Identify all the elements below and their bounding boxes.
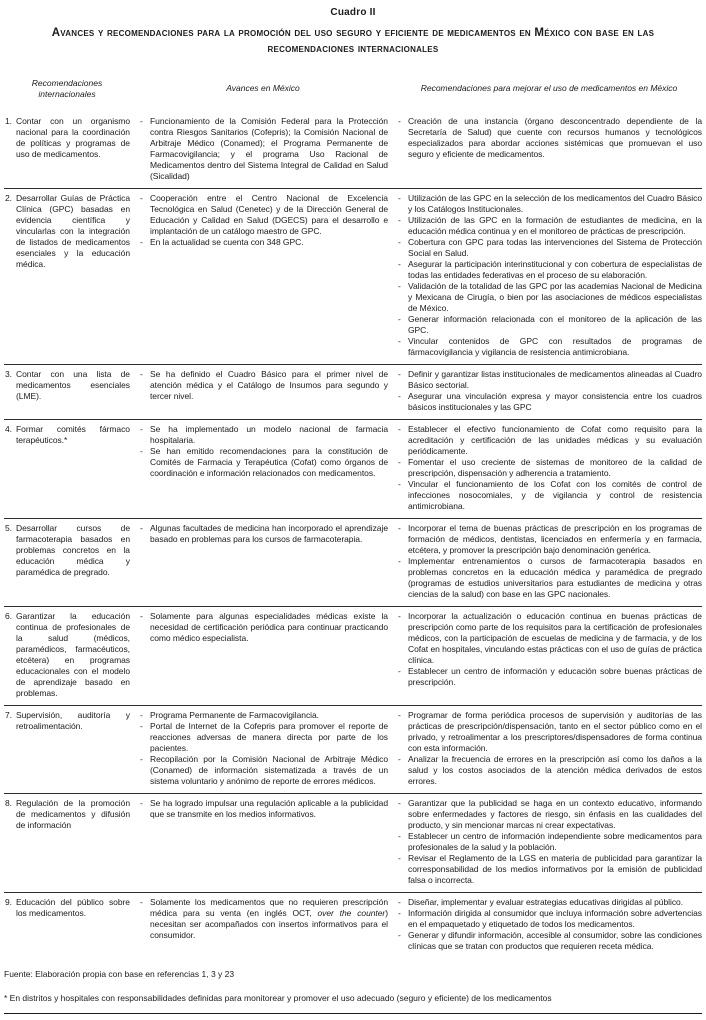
bullet-dash: -	[398, 369, 401, 379]
bullet-item	[396, 853, 702, 886]
bullet-item	[138, 611, 388, 644]
bullet-item	[138, 116, 388, 182]
bullet-item	[396, 314, 702, 336]
row-number: 8.	[5, 798, 12, 808]
bullet-item	[138, 523, 388, 545]
bullet-dash: -	[140, 523, 143, 533]
bullet-text: Creación de una instancia (órgano desconcentrado dependiente de la Secretaría de Salud) que cuente con recursos humanos y tecnológicos especializados para abordar acciones sistémicas que promuevan el uso seguro y eficiente de medicamentos.	[408, 116, 702, 159]
bullet-item	[138, 424, 388, 446]
improvements-cell	[396, 424, 702, 512]
source-note: Fuente: Elaboración propia con base en referencias 1, 3 y 23	[4, 969, 235, 979]
table-row	[4, 518, 702, 606]
bullet-text: Solamente para algunas especialidades médicas existe la necesidad de certificación periódica para continuar practicando como médico especialista.	[150, 611, 388, 643]
bullet-item	[396, 556, 702, 600]
improvements-cell	[396, 611, 702, 699]
international-recommendation-text: Contar con una lista de medicamentos esenciales (LME).	[16, 369, 130, 401]
bullet-item	[396, 754, 702, 787]
table-row	[4, 705, 702, 793]
bullet-text: Cobertura con GPC para todas las intervenciones del Sistema de Protección Social en Salud.	[408, 237, 702, 258]
bullet-dash: -	[398, 281, 401, 291]
international-recommendation-cell	[4, 897, 130, 952]
bullet-text: Asegurar la participación interinstitucional y con cobertura de especialistas de todas las entidades federativas en el proceso de su elaboración.	[408, 259, 702, 280]
bullet-dash: -	[398, 930, 401, 940]
row-number: 3.	[5, 369, 12, 379]
bottom-rule	[4, 1013, 702, 1014]
bullet-dash: -	[140, 237, 143, 247]
bullet-dash: -	[398, 193, 401, 203]
bullet-text: Incorporar el tema de buenas prácticas de prescripción en los programas de formación de médicos, dentistas, licenciados en enfermería y en farmacia, etcétera, y promover la prescripción bajo denominación genérica.	[408, 523, 702, 555]
bullet-text: Vincular contenidos de GPC con resultados de programas de fármacovigilancia y vigilancia de resistencia antimicrobiana.	[408, 336, 702, 357]
bullet-text: Generar y difundir información, accesible al consumidor, sobre las condiciones clínicas que se tratan con productos que requieren receta médica.	[408, 930, 702, 951]
improvements-cell	[396, 369, 702, 413]
bullet-dash: -	[398, 710, 401, 720]
table-row	[4, 892, 702, 958]
bullet-item	[396, 666, 702, 688]
row-number: 9.	[5, 897, 12, 907]
table-number: Cuadro II	[330, 7, 376, 18]
improvements-cell	[396, 798, 702, 886]
bullet-dash: -	[398, 479, 401, 489]
bullet-item	[396, 237, 702, 259]
bullet-dash: -	[140, 193, 143, 203]
table-row	[4, 112, 702, 188]
row-number: 6.	[5, 611, 12, 621]
advances-cell	[138, 611, 388, 699]
bullet-text: Programar de forma periódica procesos de supervisión y auditorías de las prácticas de prescripción/dispensación, tanto en el sector público como en el privado, y retroalimentar a los prescriptores/dispensadores de forma continua con esta información.	[408, 710, 702, 753]
advances-cell	[138, 523, 388, 600]
bullet-item	[138, 446, 388, 479]
row-number: 7.	[5, 710, 12, 720]
bullet-item	[138, 193, 388, 237]
bullet-dash: -	[140, 611, 143, 621]
bullet-item	[138, 237, 388, 248]
bullet-item	[396, 479, 702, 512]
bullet-dash: -	[398, 798, 401, 808]
bullet-item	[396, 897, 702, 908]
advances-cell	[138, 710, 388, 787]
bullet-dash: -	[398, 754, 401, 764]
bullet-text: Revisar el Reglamento de la LGS en materia de publicidad para garantizar la corresponsabilidad de los medios informativos por la emisión de publicidad falsa o incorrecta.	[408, 853, 702, 885]
bullet-dash: -	[398, 336, 401, 346]
bullet-text: Se ha definido el Cuadro Básico para el primer nivel de atención médica y el Catálogo de Insumos para segundo y tercer nivel.	[150, 369, 388, 401]
bullet-dash: -	[140, 754, 143, 764]
table-title: Avances y recomendaciones para la promoción del uso seguro y eficiente de medicamentos en México con base en las recomendaciones internacionales	[51, 27, 655, 55]
bullet-item	[396, 523, 702, 556]
bullet-text: Establecer un centro de información independiente sobre medicamentos para profesionales de la salud y la población.	[408, 831, 702, 852]
bullet-dash: -	[398, 831, 401, 841]
table-row	[4, 419, 702, 518]
bullet-dash: -	[398, 314, 401, 324]
bullet-dash: -	[398, 237, 401, 247]
bullet-text: Utilización de las GPC en la selección de los medicamentos del Cuadro Básico y los Catálogos Institucionales.	[408, 193, 702, 214]
column-header-recomendaciones-internacionales: Recomendaciones internacionales	[31, 78, 103, 99]
international-recommendation-cell	[4, 424, 130, 512]
bullet-item	[138, 721, 388, 754]
bullet-text: Definir y garantizar listas institucionales de medicamentos alineadas al Cuadro Básico sectorial.	[408, 369, 702, 390]
bullet-dash: -	[398, 666, 401, 676]
bullet-dash: -	[398, 897, 401, 907]
footnote: * En distritos y hospitales con responsabilidades definidas para monitorear y promover el uso adecuado (seguro y eficiente) de los medicamentos	[4, 993, 552, 1003]
bullet-text: Algunas facultades de medicina han incorporado el aprendizaje basado en problemas para los cursos de farmacoterapia.	[150, 523, 388, 544]
bullet-item	[396, 116, 702, 160]
international-recommendation-text: Garantizar la educación continua de profesionales de la salud (médicos, paramédicos, farmacéuticos, etcétera) en programas educacionales con el modelo de aprendizaje basado en problemas.	[16, 611, 130, 698]
bullet-dash: -	[398, 908, 401, 918]
bullet-dash: -	[398, 391, 401, 401]
advances-cell	[138, 798, 388, 886]
bullet-item	[396, 798, 702, 831]
improvements-cell	[396, 116, 702, 182]
international-recommendation-text: Supervisión, auditoría y retroalimentación.	[16, 710, 130, 731]
bullet-dash: -	[140, 116, 143, 126]
bullet-item	[396, 215, 702, 237]
bullet-text: Se ha implementado un modelo nacional de farmacia hospitalaria.	[150, 424, 388, 445]
international-recommendation-text: Regulación de la promoción de medicamentos y difusión de información	[16, 798, 130, 830]
bullet-dash: -	[398, 457, 401, 467]
bullet-item	[138, 754, 388, 787]
bullet-dash: -	[140, 710, 143, 720]
bullet-item	[396, 908, 702, 930]
bullet-dash: -	[398, 556, 401, 566]
bullet-text: Analizar la frecuencia de errores en la prescripción así como los daños a la salud y los costos asociados de la atención médica derivados de estos errores.	[408, 754, 702, 786]
bullet-text: En la actualidad se cuenta con 348 GPC.	[150, 237, 304, 247]
bullet-dash: -	[398, 116, 401, 126]
bullet-text: Funcionamiento de la Comisión Federal para la Protección contra Riesgos Sanitarios (Cofepris); la Comisión Nacional de Arbitraje Médico (Conamed); el Programa Permanente de Farmacovigilancia; y el programa Uso Racional de Medicamentos dentro del Sistema Integral de Calidad en Salud (Sicalidad)	[150, 116, 388, 181]
bullet-item	[396, 336, 702, 358]
bullet-text: Establecer un centro de información y educación sobre buenas prácticas de prescripción.	[408, 666, 702, 687]
bullet-text: Utilización de las GPC en la formación de estudiantes de medicina, en la educación médica continua y en el monitoreo de prácticas de prescripción.	[408, 215, 702, 236]
international-recommendation-cell	[4, 798, 130, 886]
bullet-dash: -	[398, 424, 401, 434]
bullet-item	[396, 259, 702, 281]
bullet-item	[138, 897, 388, 941]
table-row	[4, 606, 702, 705]
table-row	[4, 364, 702, 419]
bullet-item	[396, 930, 702, 952]
column-headers	[4, 78, 702, 99]
bullet-item	[396, 710, 702, 754]
international-recommendation-text: Desarrollar Guías de Práctica Clínica (GPC) basadas en evidencia científica y vincularlas con la integración de listados de medicamentos esenciales y la educación médica.	[16, 193, 130, 269]
bullet-dash: -	[398, 853, 401, 863]
bullet-text: Generar información relacionada con el monitoreo de la aplicación de las GPC.	[408, 314, 702, 335]
international-recommendation-cell	[4, 369, 130, 413]
row-number: 5.	[5, 523, 12, 533]
bullet-dash: -	[398, 259, 401, 269]
bullet-item	[396, 831, 702, 853]
bullet-text: Fomentar el uso creciente de sistemas de monitoreo de la calidad de prescripción, dispensación y adherencia a tratamiento.	[408, 457, 702, 478]
bullet-text: Información dirigida al consumidor que incluya información sobre advertencias en el empaquetado y etiquetado de todos los medicamentos.	[408, 908, 702, 929]
row-number: 1.	[5, 116, 12, 126]
bullet-dash: -	[398, 611, 401, 621]
bullet-dash: -	[398, 523, 401, 533]
bullet-dash: -	[140, 721, 143, 731]
bullet-text: Cooperación entre el Centro Nacional de Excelencia Tecnológica en Salud (Cenetec) y de la Dirección General de Educación y Calidad en Salud (DGECS) para el desarrollo e implantación de un catálogo maestro de GPC.	[150, 193, 388, 236]
bullet-text: Asegurar una vinculación expresa y mayor consistencia entre los cuadros básicos institucionales y las GPC	[408, 391, 702, 412]
bullet-dash: -	[398, 215, 401, 225]
international-recommendation-cell	[4, 710, 130, 787]
column-header-recomendaciones-para-mejorar: Recomendaciones para mejorar el uso de medicamentos en México	[420, 83, 678, 94]
bullet-dash: -	[140, 897, 143, 907]
bullet-item	[396, 611, 702, 666]
improvements-cell	[396, 193, 702, 358]
advances-cell	[138, 116, 388, 182]
bullet-text: Validación de la totalidad de las GPC por las academias Nacional de Medicina y Mexicana de Cirugía, o bien por las asociaciones de médicos especialistas de México.	[408, 281, 702, 313]
bullet-dash: -	[140, 798, 143, 808]
bullet-item	[396, 369, 702, 391]
table-body	[4, 112, 702, 958]
bullet-dash: -	[140, 369, 143, 379]
bullet-text: Establecer el efectivo funcionamiento de Cofat como requisito para la acreditación y certificación de las unidades médicas y su evaluación periódicamente.	[408, 424, 702, 456]
international-recommendation-text: Contar con un organismo nacional para la coordinación de políticas y programas de uso de medicamentos.	[16, 116, 130, 159]
column-header-avances-en-mexico: Avances en México	[226, 83, 300, 94]
bullet-item	[396, 391, 702, 413]
bullet-item	[138, 369, 388, 402]
bullet-text: Programa Permanente de Farmacovigilancia.	[150, 710, 319, 720]
international-recommendation-cell	[4, 611, 130, 699]
row-number: 2.	[5, 193, 12, 203]
bullet-item	[138, 710, 388, 721]
bullet-text: Recopilación por la Comisión Nacional de Arbitraje Médico (Conamed) de información sistematizada a través de un sistema voluntario y anónimo de reporte de errores médicos.	[150, 754, 388, 786]
international-recommendation-cell	[4, 523, 130, 600]
table-row	[4, 793, 702, 892]
international-recommendation-text: Desarrollar cursos de farmacoterapia basados en problemas concretos en la educación médica y paramédica de pregrado.	[16, 523, 130, 577]
international-recommendation-cell	[4, 116, 130, 182]
bullet-item	[396, 424, 702, 457]
bullet-text: Garantizar que la publicidad se haga en un contexto educativo, informando sobre enfermedades y factores de riesgo, sin énfasis en las cualidades del producto, y sin mencionar marcas ni crear expectativas.	[408, 798, 702, 830]
bullet-dash: -	[140, 446, 143, 456]
improvements-cell	[396, 710, 702, 787]
international-recommendation-text: Educación del público sobre los medicamentos.	[16, 897, 130, 918]
bullet-text: Se ha logrado impulsar una regulación aplicable a la publicidad que se transmite en los medios informativos.	[150, 798, 388, 819]
advances-cell	[138, 369, 388, 413]
row-number: 4.	[5, 424, 12, 434]
bullet-item	[396, 457, 702, 479]
bullet-item	[396, 281, 702, 314]
bullet-text: Implementar entrenamientos o cursos de farmacoterapia basados en problemas concretos en la educación médica y paramédica de pregrado (programas de estudios universitarios para estudiantes de medicina y otras ciencias de la salud) con base en las GPC nacionales.	[408, 556, 702, 599]
advances-cell	[138, 424, 388, 512]
bullet-text: Incorporar la actualización o educación continua en buenas prácticas de prescripción como parte de los requisitos para la certificación de profesionales médicos, con la participación de escuelas de medicina y de farmacia, y de los Cofat en hospitales, vinculando estas prácticas con el uso de guías de práctica clínica.	[408, 611, 702, 665]
bullet-dash: -	[140, 424, 143, 434]
improvements-cell	[396, 897, 702, 952]
bullet-item	[138, 798, 388, 820]
bullet-item	[396, 193, 702, 215]
international-recommendation-text: Formar comités fármaco terapéuticos.*	[16, 424, 130, 445]
bullet-text: Solamente los medicamentos que no requieren prescripción médica para su venta (en inglés OCT, over the counter) necesitan ser acompañados con insertos informativos para el consumidor.	[150, 897, 388, 940]
bullet-text: Se han emitido recomendaciones para la constitución de Comités de Farmacia y Terapéutica (Cofat) como órganos de coordinación e información relacionados con medicamentos.	[150, 446, 388, 478]
table-row	[4, 188, 702, 364]
bullet-text: Portal de Internet de la Cofepris para promover el reporte de reacciones adversas de manera directa por parte de los pacientes.	[150, 721, 388, 753]
advances-cell	[138, 193, 388, 358]
advances-cell	[138, 897, 388, 952]
bullet-text: Diseñar, implementar y evaluar estrategias educativas dirigidas al público.	[408, 897, 684, 907]
improvements-cell	[396, 523, 702, 600]
bullet-text: Vincular el funcionamiento de los Cofat con los comités de control de infecciones nosocomiales, y de vigilancia y control de resistencia antimicrobiana.	[408, 479, 702, 511]
international-recommendation-cell	[4, 193, 130, 358]
